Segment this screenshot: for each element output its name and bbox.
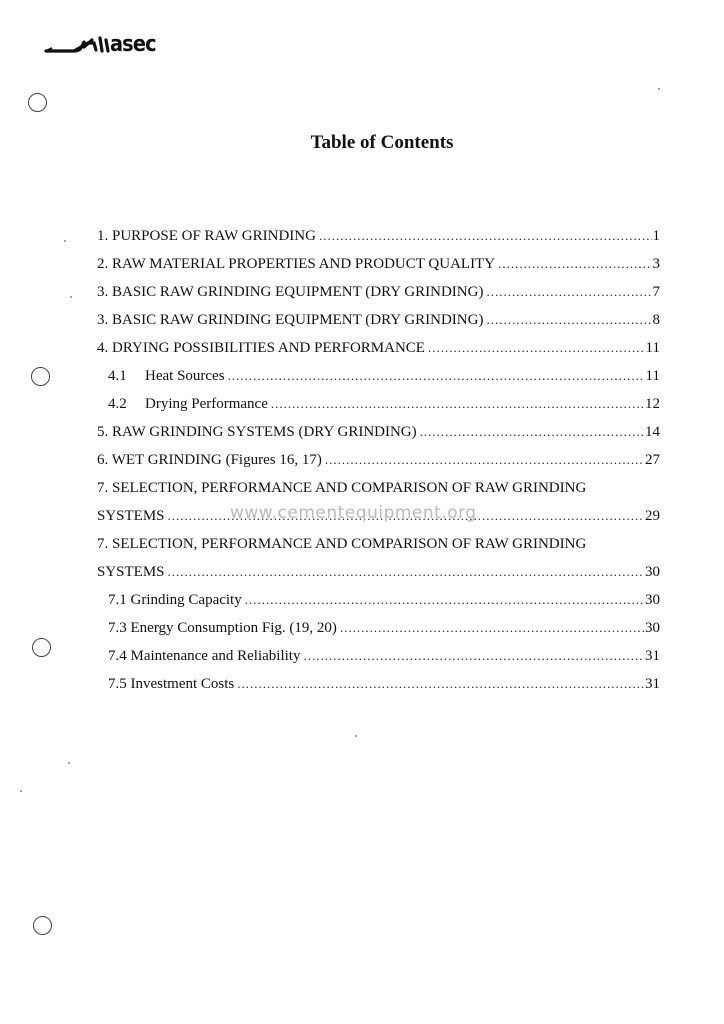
toc-entry-page: 30 [645, 564, 660, 580]
toc-entry[interactable] [97, 562, 660, 582]
toc-subentry[interactable] [108, 646, 660, 666]
toc-entry-label: 1. PURPOSE OF RAW GRINDING [97, 228, 316, 244]
leader-dots [271, 394, 644, 414]
leader-dots [420, 422, 644, 442]
punch-hole [33, 916, 52, 935]
toc-entry-page: 30 [645, 592, 660, 608]
toc-entry-label: 4. DRYING POSSIBILITIES AND PERFORMANCE [97, 340, 425, 356]
toc-entry-label: 3. BASIC RAW GRINDING EQUIPMENT (DRY GRINDING) [97, 284, 484, 300]
page-title: Table of Contents [310, 132, 454, 153]
toc-entry[interactable] [97, 422, 660, 442]
logo-latin-text: asec [110, 32, 156, 57]
toc-entry-page: 31 [645, 676, 660, 692]
arabic-logo-mark [44, 34, 114, 56]
toc-entry[interactable] [97, 226, 660, 246]
punch-hole [28, 93, 47, 112]
leader-dots [498, 254, 651, 274]
toc-entry-label: Heat Sources [145, 368, 225, 384]
toc-entry-page: 27 [645, 452, 660, 468]
leader-dots [486, 282, 651, 302]
toc-subentry[interactable] [108, 674, 660, 694]
toc-entry-page: 31 [645, 648, 660, 664]
leader-dots [486, 310, 651, 330]
toc-entry-number: 4.2 [108, 396, 127, 412]
toc-entry[interactable] [97, 450, 660, 470]
toc-entry-page: 12 [645, 396, 660, 412]
toc-entry[interactable] [97, 282, 660, 302]
toc-entry-page: 11 [645, 340, 660, 356]
toc-entry-label-line1[interactable]: 7. SELECTION, PERFORMANCE AND COMPARISON OF RAW GRINDING [97, 536, 587, 552]
scan-speck [64, 240, 66, 242]
punch-hole [32, 638, 51, 657]
toc-entry-page: 14 [645, 424, 660, 440]
toc-entry-label: 7.5 Investment Costs [108, 676, 235, 692]
leader-dots [340, 618, 644, 638]
leader-dots [325, 450, 644, 470]
toc-entry-page: 1 [652, 228, 660, 244]
leader-dots [168, 562, 644, 582]
toc-entry-label: 5. RAW GRINDING SYSTEMS (DRY GRINDING) [97, 424, 417, 440]
leader-dots [303, 646, 644, 666]
toc-entry-label: 7.1 Grinding Capacity [108, 592, 242, 608]
toc-entry[interactable] [97, 338, 660, 358]
toc-entry-page: 7 [652, 284, 660, 300]
toc-entry-label: 7.3 Energy Consumption Fig. (19, 20) [108, 620, 337, 636]
toc-entry-label: 7.4 Maintenance and Reliability [108, 648, 301, 664]
scan-speck [70, 296, 72, 298]
leader-dots [237, 674, 644, 694]
toc-entry-page: 8 [652, 312, 660, 328]
leader-dots [428, 338, 645, 358]
scan-speck [658, 88, 660, 90]
watermark-text: www.cementequipment.org [230, 503, 477, 523]
toc-entry-number: 4.1 [108, 368, 127, 384]
toc-subentry[interactable] [108, 366, 660, 386]
leader-dots [228, 366, 645, 386]
toc-entry-label-line2: SYSTEMS [97, 508, 165, 524]
toc-entry-label: 2. RAW MATERIAL PROPERTIES AND PRODUCT QUALITY [97, 256, 496, 272]
toc-subentry[interactable] [108, 590, 660, 610]
leader-dots [245, 590, 644, 610]
toc-entry-label: 3. BASIC RAW GRINDING EQUIPMENT (DRY GRINDING) [97, 312, 484, 328]
punch-hole [31, 367, 50, 386]
toc-entry-label-line2: SYSTEMS [97, 564, 165, 580]
toc-entry[interactable] [97, 310, 660, 330]
toc-entry-label-line1[interactable]: 7. SELECTION, PERFORMANCE AND COMPARISON OF RAW GRINDING [97, 480, 587, 496]
toc-entry[interactable] [97, 254, 660, 274]
scan-speck [68, 762, 70, 764]
toc-entry-page: 29 [645, 508, 660, 524]
toc-subentry[interactable] [108, 394, 660, 414]
leader-dots [319, 226, 652, 246]
scan-speck [20, 790, 22, 792]
toc-entry-page: 3 [652, 256, 660, 272]
toc-entry-label: Drying Performance [145, 396, 268, 412]
toc-entry-label: 6. WET GRINDING (Figures 16, 17) [97, 452, 322, 468]
company-logo [44, 34, 168, 60]
toc-entry-page: 30 [645, 620, 660, 636]
toc-entry-page: 11 [645, 368, 660, 384]
scan-speck [355, 735, 357, 737]
toc-subentry[interactable] [108, 618, 660, 638]
